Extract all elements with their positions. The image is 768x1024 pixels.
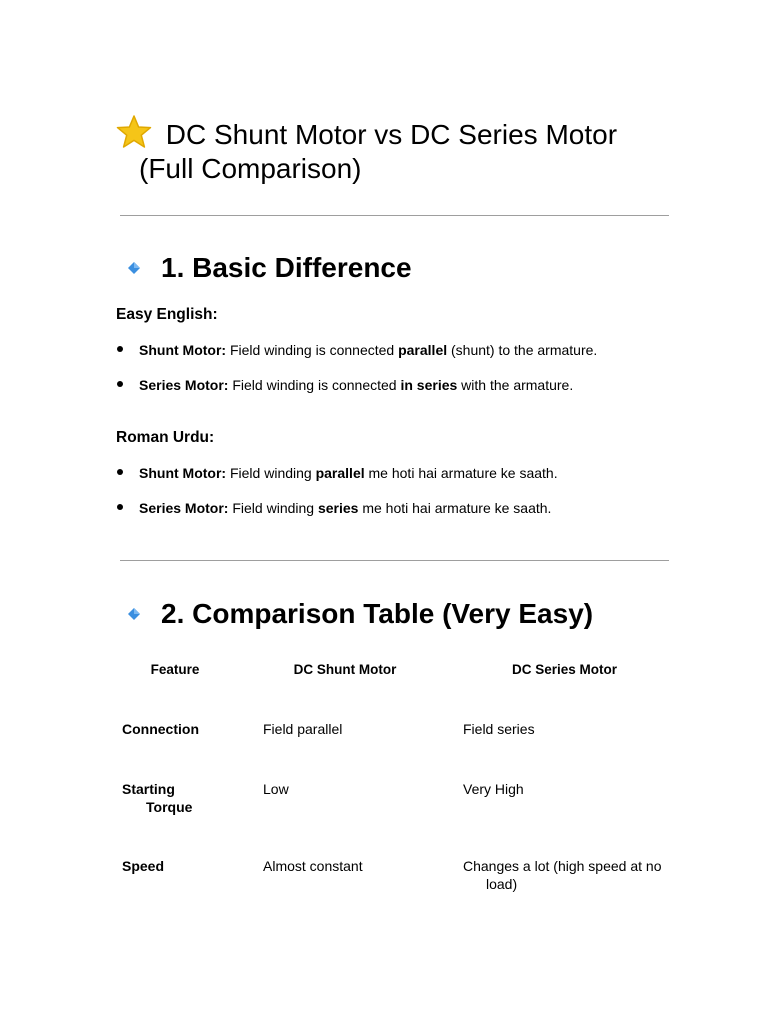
list-item: Series Motor: Field winding is connected in series with the armature. xyxy=(139,377,574,393)
table-cell-series-cont: load) xyxy=(486,876,518,892)
blue-diamond-icon xyxy=(127,607,141,621)
section-heading-comparison-table: 2. Comparison Table (Very Easy) xyxy=(161,598,594,629)
table-cell-feature: Starting xyxy=(122,781,175,797)
table-cell-series: Field series xyxy=(463,721,535,737)
page-title xyxy=(116,114,617,152)
bullet-dot xyxy=(117,346,123,352)
divider xyxy=(120,215,669,216)
bullet-dot xyxy=(117,504,123,510)
star-icon xyxy=(116,114,152,150)
table-cell-shunt: Low xyxy=(263,781,289,797)
roman-urdu-label: Roman Urdu: xyxy=(116,429,215,446)
table-cell-feature-cont: Torque xyxy=(146,799,193,815)
table-cell-feature: Speed xyxy=(122,858,165,874)
easy-english-label: Easy English: xyxy=(116,306,218,323)
table-cell-series: Very High xyxy=(463,781,524,797)
divider xyxy=(120,560,669,561)
table-header-series: DC Series Motor xyxy=(511,662,618,677)
bullet-dot xyxy=(117,469,123,475)
list-item: Shunt Motor: Field winding parallel me hoti hai armature ke saath. xyxy=(139,465,558,481)
table-cell-shunt: Almost constant xyxy=(263,858,363,874)
page-title-line1: DC Shunt Motor vs DC Series Motor xyxy=(165,119,618,150)
table-cell-feature: Connection xyxy=(122,721,199,737)
bullet-dot xyxy=(117,381,123,387)
table-cell-shunt: Field parallel xyxy=(263,721,343,737)
list-item: Shunt Motor: Field winding is connected parallel (shunt) to the armature. xyxy=(139,342,598,358)
blue-diamond-icon xyxy=(127,261,141,275)
list-item: Series Motor: Field winding series me hoti hai armature ke saath. xyxy=(139,500,552,516)
page-title-line2: (Full Comparison) xyxy=(139,153,362,184)
table-header-feature: Feature xyxy=(150,662,200,677)
table-cell-series: Changes a lot (high speed at no xyxy=(463,858,662,874)
table-header-shunt: DC Shunt Motor xyxy=(293,662,397,677)
section-heading-basic-difference: 1. Basic Difference xyxy=(161,252,412,283)
